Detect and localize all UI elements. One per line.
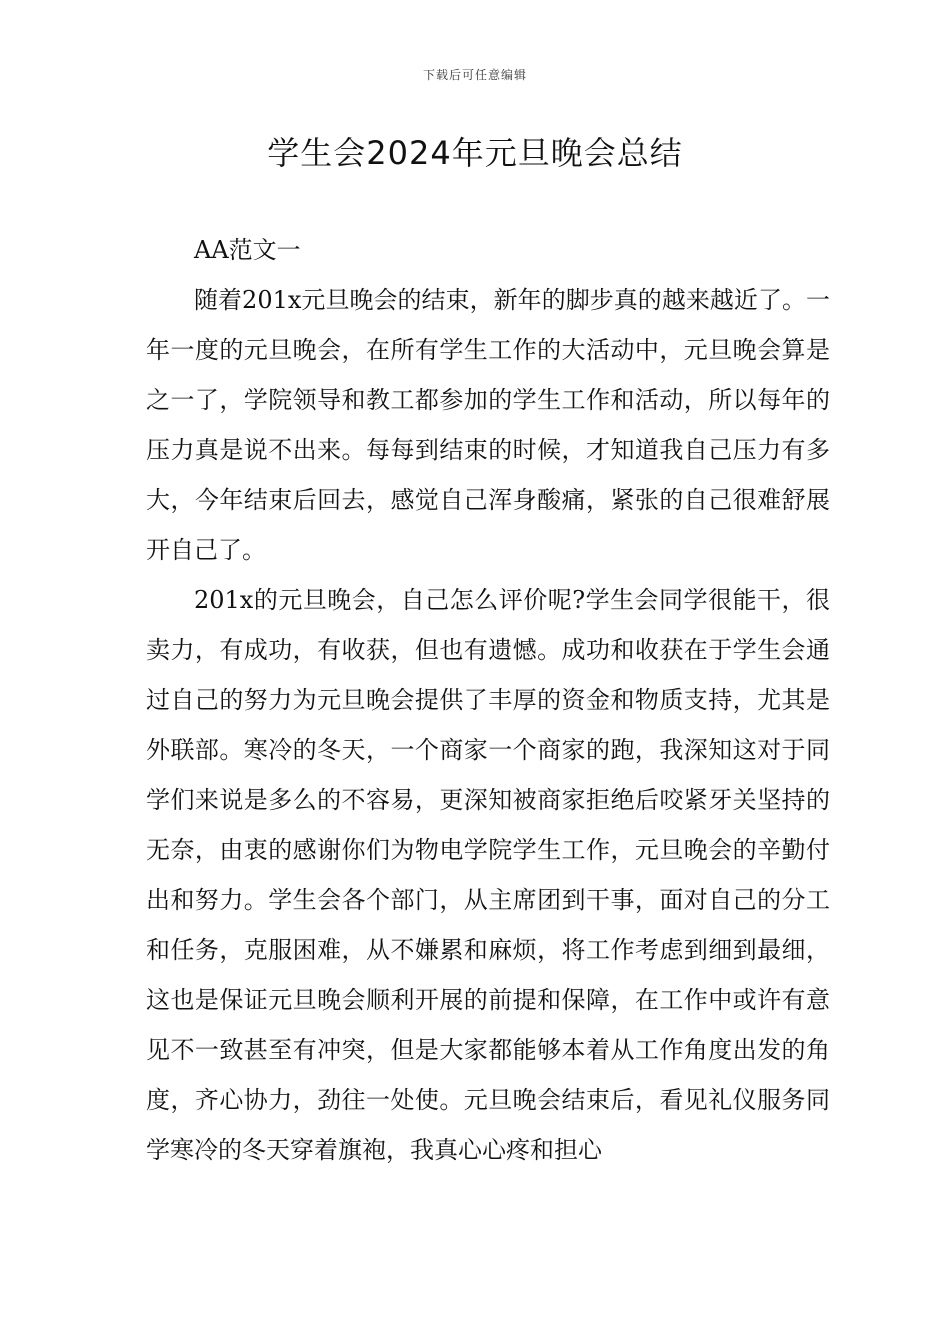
paragraph-section-label: AA范文一 [194, 236, 301, 264]
page-header-note: 下载后可任意编辑 [422, 68, 527, 82]
document-body [146, 225, 830, 1175]
paragraph-1: 随着201x元旦晚会的结束，新年的脚步真的越来越近了。一年一度的元旦晚会，在所有学生工作的大活动中，元旦晚会算是之一了，学院领导和教工都参加的学生工作和活动，所以每年的压力真是说不出来。每每到结束的时候，才知道我自己压力有多大，今年结束后回去，感觉自己浑身酸痛，紧张的自己很难舒展开自己了。 [146, 286, 830, 564]
paragraph-2: 201x的元旦晚会，自己怎么评价呢?学生会同学很能干，很卖力，有成功，有收获，但也有遗憾。成功和收获在于学生会通过自己的努力为元旦晚会提供了丰厚的资金和物质支持，尤其是外联部。寒冷的冬天，一个商家一个商家的跑，我深知这对于同学们来说是多么的不容易，更深知被商家拒绝后咬紧牙关坚持的无奈，由衷的感谢你们为物电学院学生工作，元旦晚会的辛勤付出和努力。学生会各个部门，从主席团到干事，面对自己的分工和任务，克服困难，从不嫌累和麻烦，将工作考虑到细到最细，这也是保证元旦晚会顺利开展的前提和保障，在工作中或许有意见不一致甚至有冲突，但是大家都能够本着从工作角度出发的角度，齐心协力，劲往一处使。元旦晚会结束后，看见礼仪服务同学寒冷的冬天穿着旗袍，我真心心疼和担心 [146, 586, 830, 1164]
document-title: 学生会2024年元旦晚会总结 [267, 134, 683, 172]
